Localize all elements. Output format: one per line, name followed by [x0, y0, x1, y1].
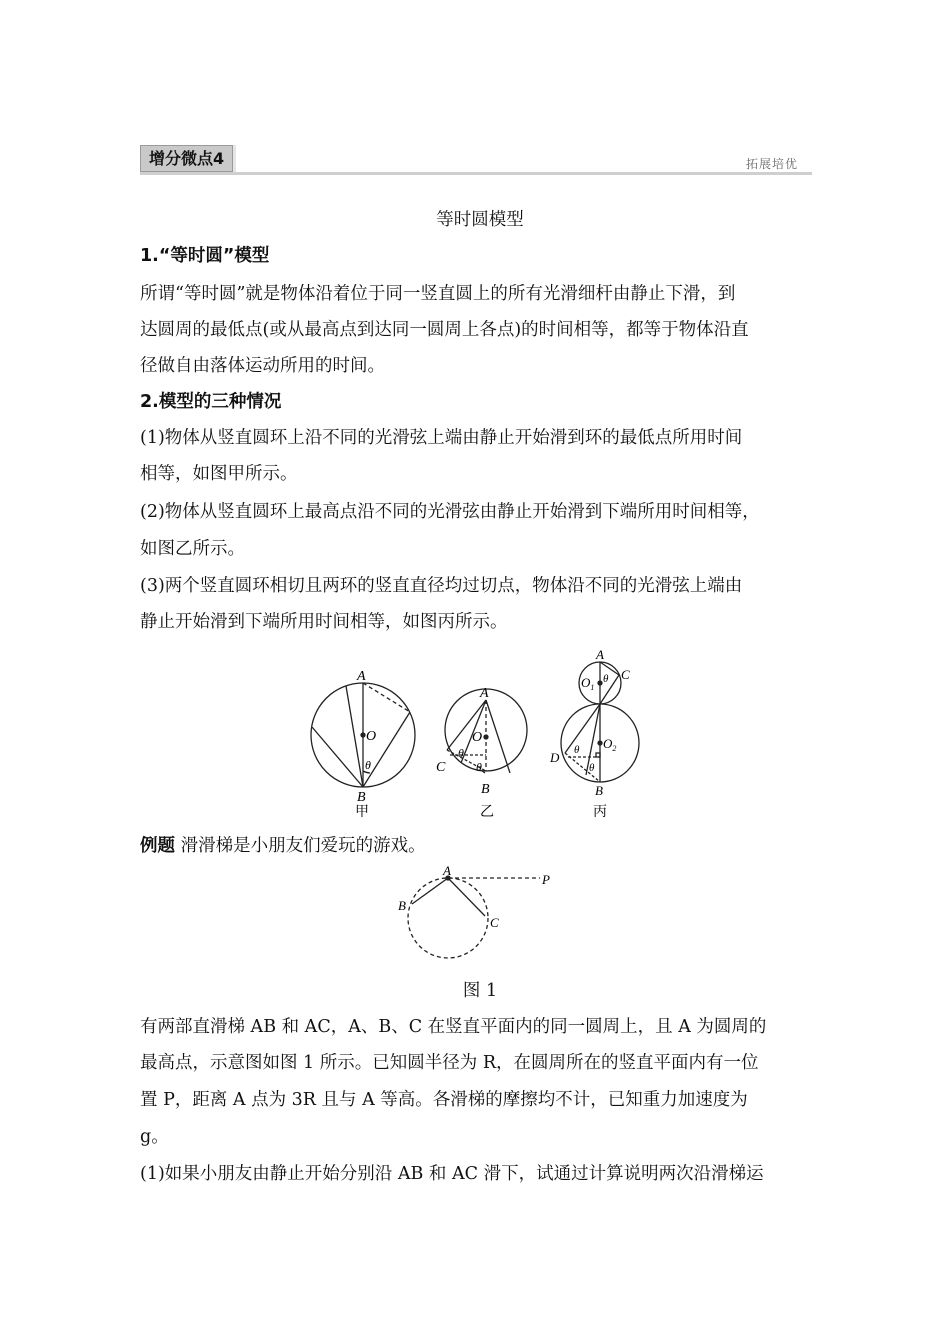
example-line: g。 [140, 1127, 169, 1147]
dashed-circle [408, 878, 488, 958]
label-o: O [472, 730, 483, 745]
section2-line: 如图乙所示。 [140, 539, 245, 559]
label-c: C [621, 667, 630, 682]
example-line: 置 P，距离 A 点为 3R 且与 A 等高。各滑梯的摩擦均不计，已知重力加速度为 [140, 1090, 748, 1110]
section-tag: 增分微点4 [140, 145, 233, 172]
section2-line: (3)两个竖直圆环相切且两环的竖直直径均过切点，物体沿不同的光滑弦上端由 [140, 576, 743, 596]
label-a: A [596, 647, 604, 662]
label-o2-main: O [603, 736, 613, 751]
section2-line: 静止开始滑到下端所用时间相等，如图丙所示。 [140, 612, 508, 632]
section1-line: 所谓“等时圆”就是物体沿着位于同一竖直圆上的所有光滑细杆由静止下滑，到 [140, 284, 736, 304]
example-line: (1)如果小朋友由静止开始分别沿 AB 和 AC 滑下，试通过计算说明两次沿滑梯运 [140, 1164, 764, 1184]
label-theta: θ [476, 760, 482, 774]
caption-yi: 乙 [480, 805, 494, 820]
label-o2 [603, 736, 616, 753]
example-text: 滑滑梯是小朋友们爱玩的游戏。 [180, 836, 426, 856]
caption-bing: 丙 [593, 805, 607, 820]
label-theta: θ [603, 673, 609, 685]
chord [486, 700, 510, 773]
label-b: B [481, 782, 490, 797]
slide-ac [448, 878, 485, 916]
section1-heading: 1.“等时圆”模型 [140, 246, 270, 266]
label-d: D [550, 750, 560, 765]
label-o1-sub: 1 [590, 683, 595, 692]
center-dot [484, 735, 488, 739]
three-cases-figure [300, 645, 660, 823]
label-b: B [357, 790, 366, 805]
chord [346, 686, 363, 787]
center-dot [361, 733, 365, 737]
label-c: C [436, 760, 446, 775]
label-theta: θ [574, 744, 580, 756]
label-o: O [366, 729, 377, 744]
caption-jia: 甲 [355, 805, 369, 820]
example-intro [140, 834, 820, 858]
section1-line: 达圆周的最低点(或从最高点到达同一圆周上各点)的时间相等，都等于物体沿直 [140, 320, 749, 340]
chord [363, 712, 410, 787]
header-rule [140, 172, 812, 175]
label-b: B [595, 783, 603, 798]
label-o1-main: O [581, 675, 591, 690]
label-theta: θ [458, 746, 464, 760]
section2-line: 相等，如图甲所示。 [140, 464, 298, 484]
figure-1 [390, 862, 560, 962]
header-right-label: 拓展培优 [745, 157, 798, 171]
figure-1-caption: 图 1 [462, 981, 498, 1001]
figure-jia [311, 683, 415, 787]
section2-line: (2)物体从竖直圆环上最高点沿不同的光滑弦由静止开始滑到下端所用时间相等， [140, 502, 760, 522]
center-dot [598, 741, 602, 745]
example-line: 最高点，示意图如图 1 所示。已知圆半径为 R，在圆周所在的竖直平面内有一位 [140, 1053, 759, 1073]
page-header [140, 145, 812, 175]
right-angle-mark [596, 753, 600, 757]
section2-line: (1)物体从竖直圆环上沿不同的光滑弦上端由静止开始滑到环的最低点所用时间 [140, 428, 743, 448]
page-title: 等时圆模型 [436, 210, 524, 230]
label-theta: θ [365, 758, 371, 772]
label-o1 [581, 675, 594, 692]
label-c: C [490, 915, 499, 930]
label-b: B [398, 898, 406, 913]
label-a: A [357, 669, 366, 684]
label-theta: θ [589, 762, 595, 774]
dashed-chord [363, 683, 410, 712]
label-o2-sub: 2 [612, 744, 617, 753]
chord [312, 727, 363, 787]
label-a: A [480, 686, 489, 701]
label-p: P [542, 872, 550, 887]
example-line: 有两部直滑梯 AB 和 AC，A、B、C 在竖直平面内的同一圆周上，且 A 为圆周的 [140, 1017, 767, 1037]
section2-heading: 2.模型的三种情况 [140, 392, 282, 412]
figure-yi [445, 689, 527, 773]
center-dot [598, 681, 602, 685]
example-label: 例题 [140, 836, 175, 856]
label-a: A [443, 863, 451, 878]
section1-line: 径做自由落体运动所用的时间。 [140, 356, 385, 376]
